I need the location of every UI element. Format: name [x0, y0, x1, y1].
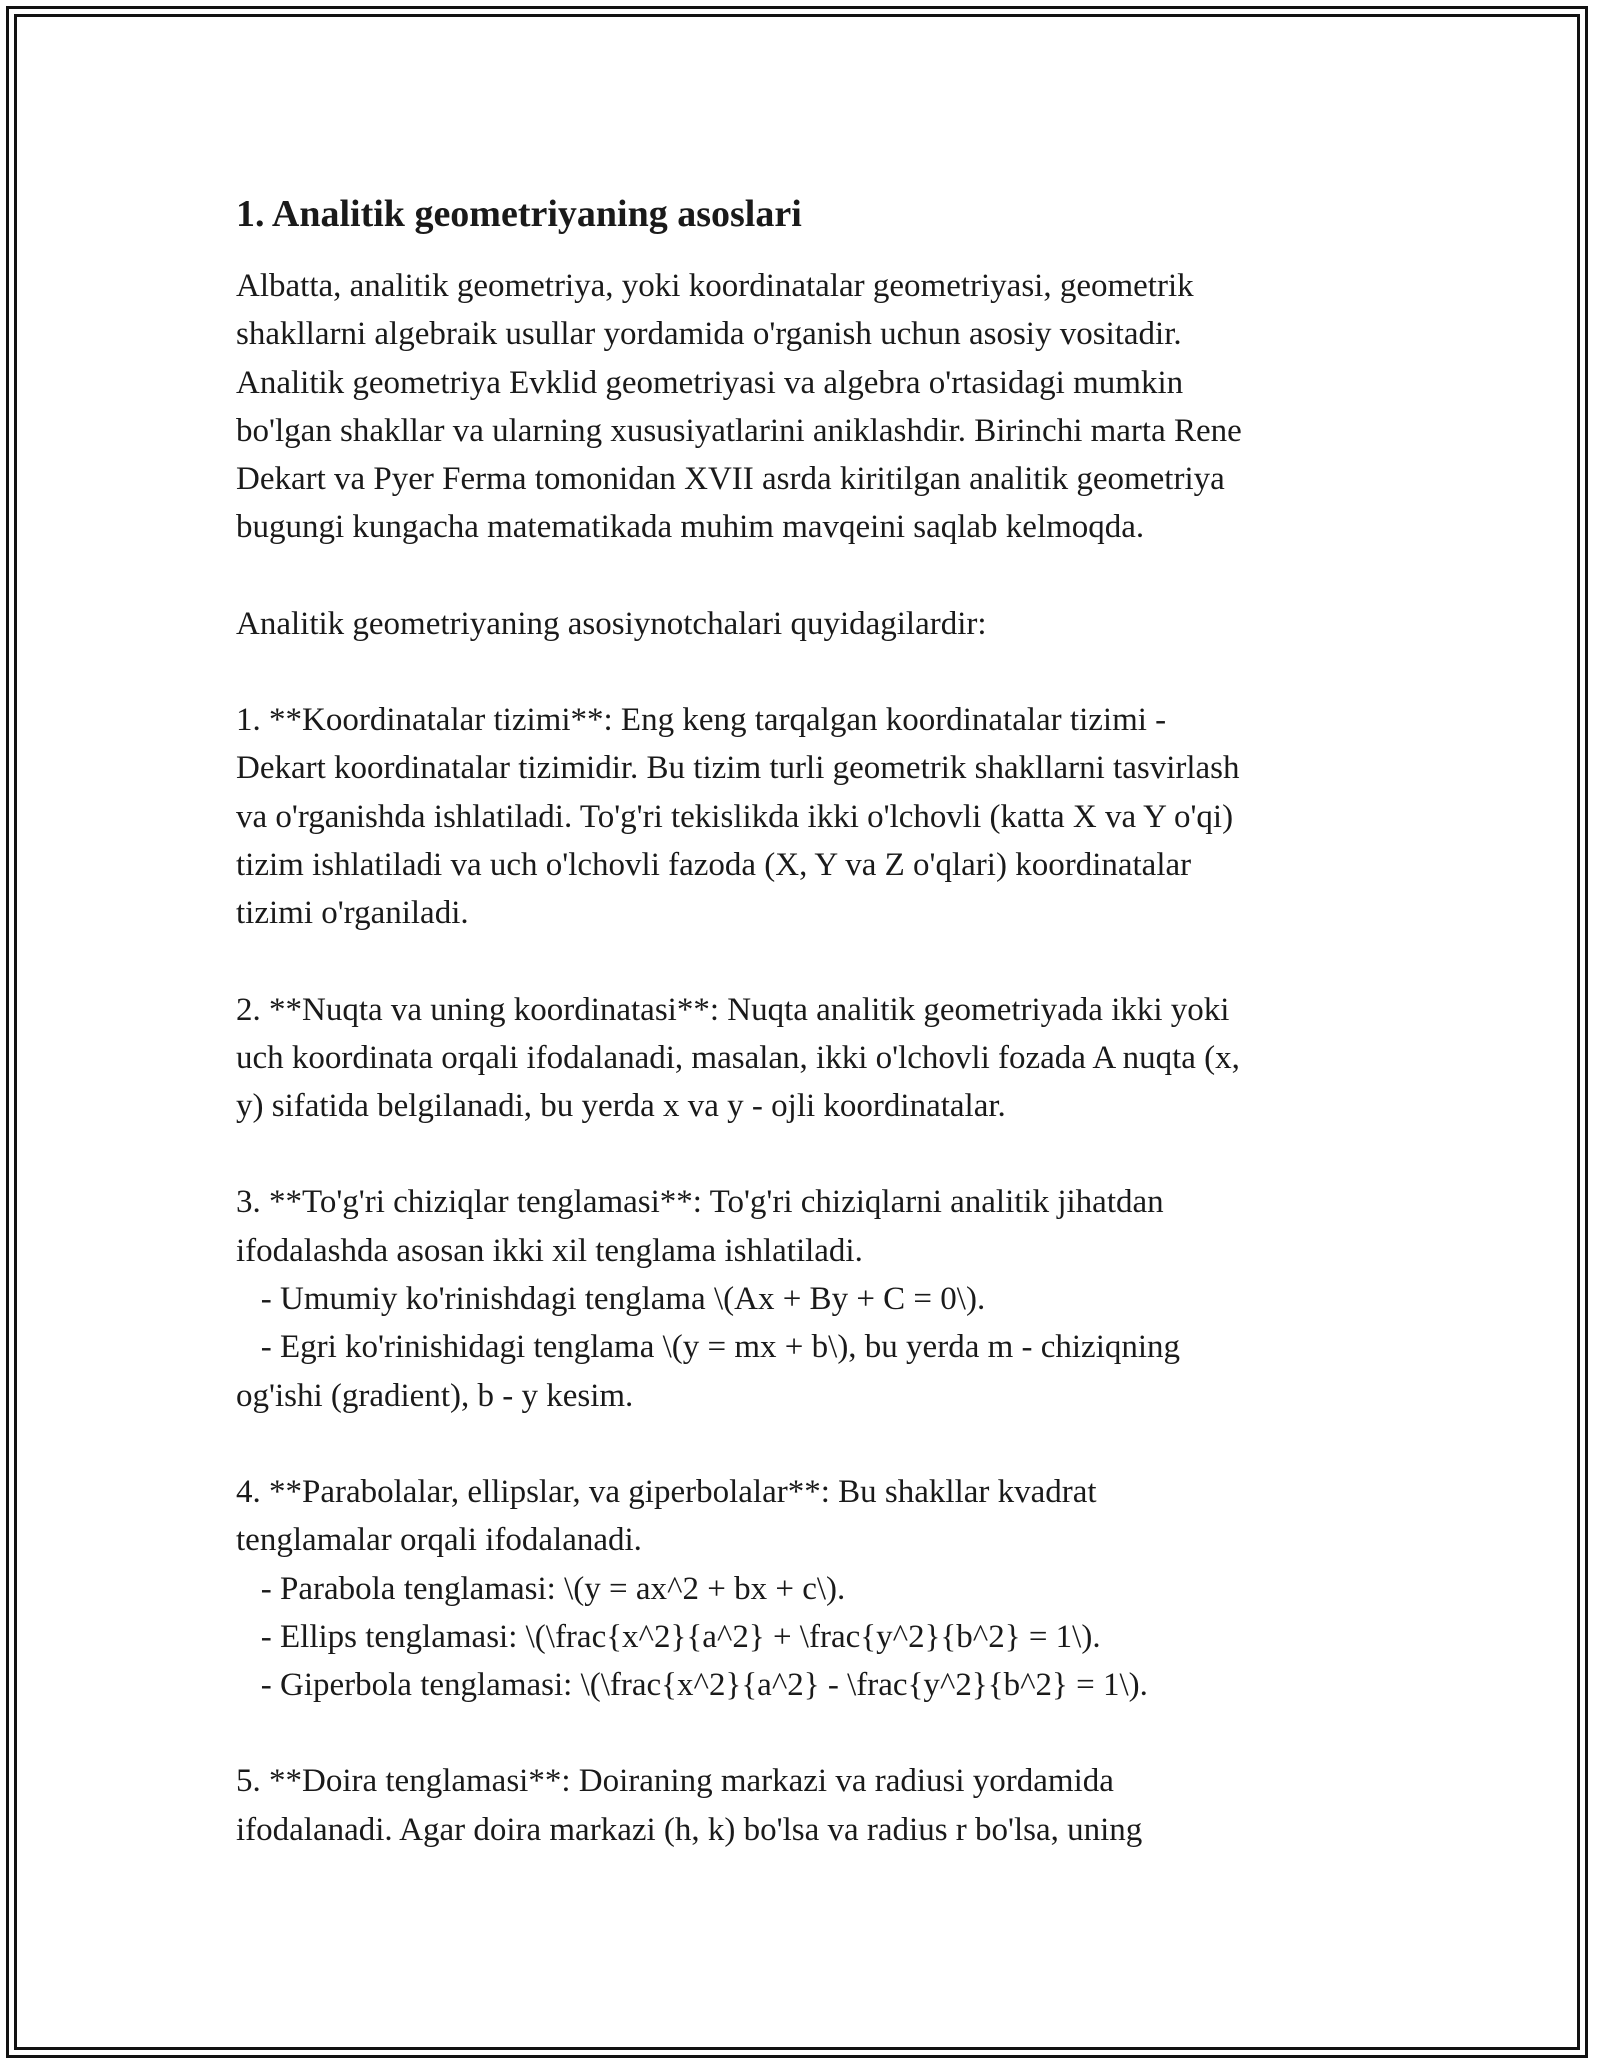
paragraph-item-2: 2. **Nuqta va uning koordinatasi**: Nuqta analitik geometriyada ikki yoki uch koordinata orqali ifodalanadi, masalan, ikki o'lchovli fozada A nuqta (x, y) sifatida belgilanadi, bu yerda x va y - ojli koordinatalar.: [236, 991, 1240, 1125]
paragraph-item-1: 1. **Koordinatalar tizimi**: Eng keng tarqalgan koordinatalar tizimi - Dekart koordinatalar tizimidir. Bu tizim turli geometrik shakllarni tasvirlash va o'rganishda ishlatiladi. To'g'ri tekislikda ikki o'lchovli (katta X va Y o'qi) tizim ishlatiladi va uch o'lchovli fazoda (X, Y va Z o'qlari) koordinatalar tizimi o'rganiladi.: [236, 702, 1240, 932]
document-body: [236, 188, 1366, 1854]
paragraph-item-3: 3. **To'g'ri chiziqlar tenglamasi**: To'g'ri chiziqlarni analitik jihatdan ifodalashda asosan ikki xil tenglama ishlatiladi. - Umumiy ko'rinishdagi tenglama \(Ax + By + C = 0\). - Egri ko'rinishidagi tenglama \(y = mx + b\), bu yerda m - chiziqning og'ishi (gradient), b - y kesim.: [236, 1184, 1181, 1414]
paragraph-item-4: 4. **Parabolalar, ellipslar, va giperbolalar**: Bu shakllar kvadrat tenglamalar orqali ifodalanadi. - Parabola tenglamasi: \(y = ax^2 + bx + c\). - Ellips tenglamasi: \(\frac{x^2}{a^2} + \frac{y^2}{b^2} = 1\). - Giperbola tenglamasi: \(\frac{x^2}{a^2} - \frac{y^2}{b^2} = 1\).: [236, 1473, 1148, 1704]
paragraph-list-intro: Analitik geometriyaning asosiynotchalari quyidagilardir:: [236, 605, 987, 642]
document-title: 1. Analitik geometriyaning asoslari: [236, 193, 802, 235]
paragraph-item-5: 5. **Doira tenglamasi**: Doiraning markazi va radiusi yordamida ifodalanadi. Agar doira markazi (h, k) bo'lsa va radius r bo'lsa, uning: [236, 1763, 1143, 1848]
paragraph-intro: Albatta, analitik geometriya, yoki koordinatalar geometriyasi, geometrik shakllarni algebraik usullar yordamida o'rganish uchun asosiy vositadir. Analitik geometriya Evklid geometriyasi va algebra o'rtasidagi mumkin bo'lgan shakllar va ularning xususiyatlarini aniklashdir. Birinchi marta Rene Dekart va Pyer Ferma tomonidan XVII asrda kiritilgan analitik geometriya bugungi kungacha matematikada muhim mavqeini saqlab kelmoqda.: [236, 268, 1242, 546]
